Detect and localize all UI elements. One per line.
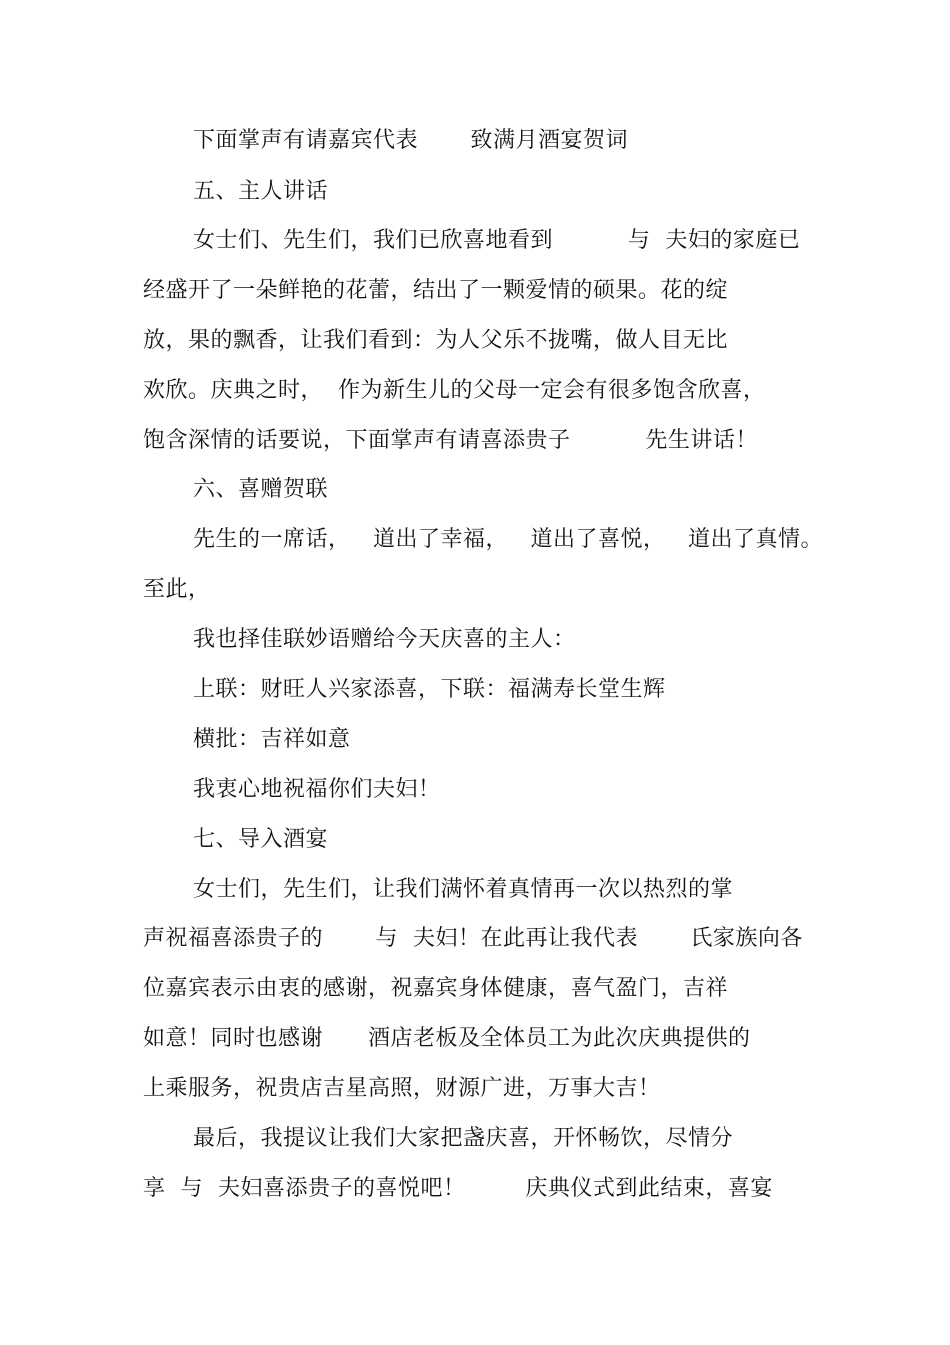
text-line-21: 最后，我提议让我们大家把盏庆喜，开怀畅饮，尽情分 — [193, 1126, 734, 1151]
text-line-3: 女士们、先生们，我们已欣喜地看到 与 夫妇的家庭已 — [193, 228, 801, 253]
section-heading-6: 六、喜赠贺联 — [193, 477, 329, 502]
text-line-18: 位嘉宾表示由衷的感谢，祝嘉宾身体健康，喜气盈门，吉祥 — [143, 976, 729, 1001]
text-line-1: 下面掌声有请嘉宾代表 致满月酒宴贺词 — [193, 128, 628, 153]
text-line-20: 上乘服务，祝贵店吉星高照，财源广进，万事大吉！ — [143, 1076, 661, 1101]
text-line-5: 放，果的飘香，让我们看到：为人父乐不拢嘴，做人目无比 — [143, 328, 729, 353]
text-line-17: 声祝福喜添贵子的 与 夫妇！在此再让我代表 氏家族向各 — [143, 926, 803, 951]
text-line-19: 如意！同时也感谢 酒店老板及全体员工为此次庆典提供的 — [143, 1026, 751, 1051]
section-heading-5: 五、主人讲话 — [193, 179, 329, 204]
text-line-14: 我衷心地祝福你们夫妇！ — [193, 777, 441, 802]
text-line-9: 先生的一席话， 道出了幸福， 道出了喜悦， 道出了真情。 — [193, 527, 823, 552]
text-line-16: 女士们，先生们，让我们满怀着真情再一次以热烈的掌 — [193, 877, 734, 902]
text-line-4: 经盛开了一朵鲜艳的花蕾，结出了一颗爱情的硕果。花的绽 — [143, 278, 729, 303]
text-line-11: 我也择佳联妙语赠给今天庆喜的主人： — [193, 627, 576, 652]
couplet-horizontal: 横批：吉祥如意 — [193, 727, 351, 752]
text-line-10: 至此， — [143, 577, 211, 602]
section-heading-7: 七、导入酒宴 — [193, 827, 329, 852]
text-line-6: 欢欣。庆典之时， 作为新生儿的父母一定会有很多饱含欣喜， — [143, 378, 766, 403]
text-line-7: 饱含深情的话要说，下面掌声有请喜添贵子 先生讲话！ — [143, 428, 758, 453]
couplet-line: 上联：财旺人兴家添喜，下联：福满寿长堂生辉 — [193, 677, 666, 702]
text-line-22: 享 与 夫妇喜添贵子的喜悦吧！ 庆典仪式到此结束，喜宴 — [143, 1176, 773, 1201]
